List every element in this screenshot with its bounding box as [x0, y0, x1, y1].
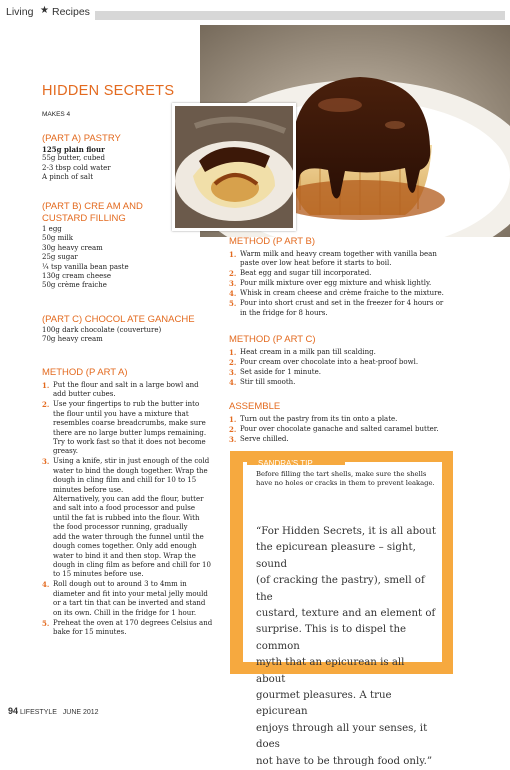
method-b-steps: [229, 250, 489, 318]
method-step: [229, 415, 489, 424]
method-step: [229, 435, 489, 444]
assemble-heading: ASSEMBLE: [229, 401, 281, 412]
step-text-line: Stir till smooth.: [240, 378, 296, 386]
tip-label: [247, 453, 345, 468]
step-text-line: minutes before use.: [53, 485, 124, 494]
page-footer: [8, 706, 99, 716]
method-step: [42, 400, 220, 456]
step-number: 1.: [229, 415, 237, 424]
method-a-heading: METHOD (P ART A): [42, 367, 128, 378]
part-b-heading-line2: CUSTARD FILLING: [42, 213, 126, 224]
step-text-line: paste over low heat before it starts to boil.: [240, 259, 392, 268]
step-number: 4.: [229, 378, 237, 387]
step-number: 1.: [42, 381, 50, 390]
ingredient-item: 2-3 tbsp cold water: [42, 163, 111, 172]
step-text-line: resembles coarse breadcrumbs, make sure: [53, 419, 206, 428]
step-text-line: the food processor running, gradually: [53, 523, 188, 532]
section-label: Living: [6, 6, 34, 18]
recipe-title: HIDDEN SECRETS: [42, 83, 175, 99]
step-text-line: Use your fingertips to rub the butter into: [53, 400, 200, 409]
ingredients-part-b: [42, 201, 182, 291]
quote-line: (of cracking the pastry), smell of the: [256, 575, 425, 603]
method-a-steps: [42, 381, 220, 637]
yield-label: MAKES 4: [42, 111, 71, 118]
step-text-line: Warm milk and heavy cream together with vanilla bean: [240, 250, 437, 258]
step-number: 4.: [42, 580, 50, 590]
tip-description: [256, 470, 438, 489]
step-number: 5.: [42, 618, 50, 628]
step-text-line: dough comes together. Only add enough: [53, 542, 197, 551]
step-text-line: Try to work fast so that it does not become: [53, 438, 206, 447]
step-text-line: Serve chilled.: [240, 435, 289, 443]
step-number: 3.: [229, 368, 237, 377]
step-text-line: Heat cream in a milk pan till scalding.: [240, 348, 376, 356]
step-number: 5.: [229, 299, 237, 309]
step-text-line: the flour until you have a mixture that: [53, 409, 189, 418]
step-number: 4.: [229, 289, 237, 299]
ingredient-item: 1 egg: [42, 225, 62, 233]
step-text-line: add butter cubes.: [53, 390, 116, 399]
part-a-heading: (PART A) PASTRY: [42, 133, 121, 144]
method-step: [229, 368, 489, 377]
step-text-line: Beat egg and sugar till incorporated.: [240, 269, 372, 278]
step-text-line: dough in cling film as before and chill for 10: [53, 560, 211, 569]
quote-line: “For Hidden Secrets, it is all about: [256, 526, 436, 537]
step-text-line: Set aside for 1 minute.: [240, 368, 321, 376]
method-step: [42, 457, 220, 579]
ingredient-item: 125g plain flour: [42, 145, 105, 154]
step-text-line: Put the flour and salt in a large bowl and: [53, 381, 199, 389]
method-step: [229, 279, 489, 288]
method-step: [229, 348, 489, 357]
tip-desc-line: have no holes or cracks in them to prevent leakage.: [256, 479, 435, 488]
method-step: [229, 425, 489, 434]
ingredient-item: 25g sugar: [42, 253, 78, 262]
step-text-line: greasy.: [53, 447, 78, 456]
step-number: 1.: [229, 250, 237, 259]
ingredient-item: 30g heavy cream: [42, 243, 103, 252]
method-b-heading: METHOD (P ART B): [229, 236, 316, 247]
step-text-line: Pour into short crust and set in the freezer for 4 hours or: [240, 299, 444, 308]
step-text-line: Roll dough out to around 3 to 4mm in: [53, 580, 187, 589]
ingredient-item: 130g cream cheese: [42, 272, 111, 281]
method-step: [42, 619, 220, 638]
step-text-line: water to bind it and then stop. Wrap the: [53, 551, 196, 560]
quote-line: myth that an epicurean is all about: [256, 657, 405, 685]
ingredient-item: 50g milk: [42, 234, 73, 243]
part-b-heading: (PART B) CRE AM AND: [42, 201, 143, 212]
step-text-line: Alternatively, you can add the flour, butter: [53, 495, 204, 504]
step-number: 3.: [229, 435, 237, 444]
method-c-heading: METHOD (P ART C): [229, 334, 316, 345]
step-text-line: add the water through the funnel until the: [53, 532, 204, 541]
step-text-line: there are no large butter lumps remaining.: [53, 428, 207, 437]
assemble-section: [229, 401, 489, 445]
method-step: [42, 580, 220, 618]
ingredient-item: 50g crème fraiche: [42, 281, 107, 290]
header-bar: [95, 11, 505, 20]
subsection-label: Recipes: [52, 6, 90, 18]
step-text-line: Using a knife, stir in just enough of the cold: [53, 457, 210, 466]
quote-line: enjoys through all your senses, it does: [256, 722, 428, 751]
tip-label-text: SANDRA'S TIP: [258, 459, 313, 468]
step-text-line: in the fridge for 8 hours.: [240, 308, 328, 317]
quote-line: custard, texture and an element of: [256, 608, 436, 620]
quote-line: not have to be through food only.”: [256, 755, 433, 767]
method-step: [229, 269, 489, 278]
step-text-line: to 15 minutes before use.: [53, 570, 144, 579]
tip-quote: [256, 524, 436, 770]
step-text-line: diameter and fit into your metal jelly mould: [53, 589, 208, 598]
quote-line: surprise. This is to dispel the common: [256, 624, 407, 652]
dessert-inset-photo: [172, 103, 296, 231]
issue-date: JUNE 2012: [62, 709, 99, 716]
ingredient-item: ¼ tsp vanilla bean paste: [42, 262, 129, 271]
method-c-steps: [229, 348, 489, 387]
step-number: 1.: [229, 348, 237, 357]
step-text-line: until the fat is rubbed into the flour. With: [53, 513, 200, 522]
step-text-line: dough in cling film and chill for 10 to 15: [53, 476, 197, 485]
step-text-line: on its own. Chill in the fridge for 1 hour.: [53, 608, 197, 617]
method-step: [229, 250, 489, 269]
step-text-line: Turn out the pastry from its tin onto a plate.: [240, 415, 398, 423]
ingredient-item: 100g dark chocolate (couverture): [42, 326, 162, 334]
page-number: 94: [8, 706, 19, 716]
ingredients-part-c: [42, 314, 212, 345]
step-text-line: and salt into a food processor and pulse: [53, 504, 195, 513]
step-text-line: Whisk in cream cheese and crème fraiche to the mixture.: [240, 289, 444, 298]
step-text-line: Pour milk mixture over egg mixture and whisk lightly.: [240, 279, 432, 288]
step-number: 2.: [229, 269, 237, 279]
step-number: 2.: [229, 425, 237, 434]
method-step: [42, 381, 220, 400]
step-text-line: Pour cream over chocolate into a heat-proof bowl.: [240, 358, 419, 366]
quote-line: the epicurean pleasure – sight, sound: [256, 542, 416, 570]
method-part-c: [229, 334, 489, 388]
method-part-b: [229, 236, 489, 319]
ingredient-item: A pinch of salt: [42, 173, 94, 182]
step-text-line: Preheat the oven at 170 degrees Celsius and: [53, 618, 213, 627]
part-c-heading: (PART C) CHOCOL ATE GANACHE: [42, 314, 195, 325]
ingredient-item: 55g butter, cubed: [42, 154, 105, 163]
step-text-line: or a tart tin that can be inverted and stand: [53, 599, 206, 608]
quote-line: gourmet pleasures. A true epicurean: [256, 690, 392, 718]
step-text-line: water to bind the dough together. Wrap the: [53, 466, 208, 475]
method-step: [229, 299, 489, 318]
step-text-line: Pour over chocolate ganache and salted caramel butter.: [240, 425, 439, 433]
method-step: [229, 358, 489, 367]
assemble-steps: [229, 415, 489, 444]
method-step: [229, 289, 489, 298]
step-text-line: bake for 15 minutes.: [53, 627, 127, 636]
step-number: 2.: [229, 358, 237, 367]
star-icon: ★: [40, 5, 49, 16]
step-number: 2.: [42, 400, 50, 410]
ingredient-item: 70g heavy cream: [42, 335, 103, 344]
ingredients-part-a: [42, 133, 182, 183]
tip-desc-line: Before filling the tart shells, make sure the shells: [256, 470, 427, 478]
magazine-name: LIFESTYLE: [19, 709, 57, 716]
step-number: 3.: [229, 279, 237, 289]
step-number: 3.: [42, 457, 50, 467]
method-part-a: [42, 367, 220, 638]
method-step: [229, 378, 489, 387]
